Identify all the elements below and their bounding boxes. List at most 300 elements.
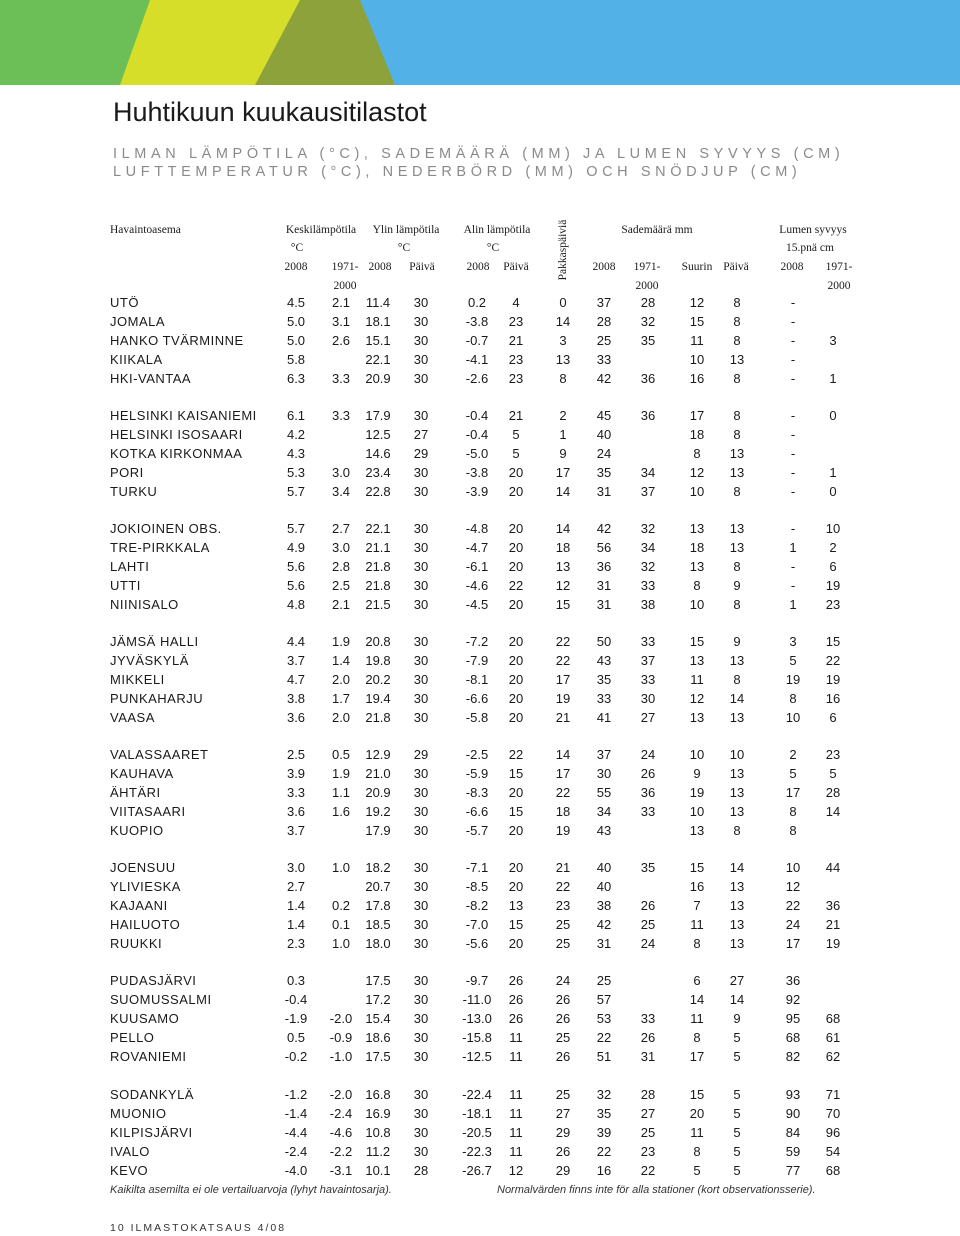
- header-snow-date: 15.pnä cm: [786, 242, 834, 254]
- cell-precip-normal: 36: [640, 785, 656, 800]
- cell-snow-normal: 71: [825, 1087, 841, 1102]
- cell-snow-2008: 82: [785, 1049, 801, 1064]
- cell-max-day: 30: [413, 1030, 429, 1045]
- cell-mean-2008: -2.4: [284, 1144, 308, 1159]
- cell-min-2008: -3.9: [465, 484, 489, 499]
- cell-snow-2008: 8: [789, 691, 797, 706]
- cell-precip-normal: 34: [640, 540, 656, 555]
- cell-min-day: 20: [508, 559, 524, 574]
- cell-max-day: 30: [413, 823, 429, 838]
- table-row: [0, 709, 960, 727]
- cell-max-day: 30: [413, 484, 429, 499]
- cell-max-day: 30: [413, 1125, 429, 1140]
- cell-min-2008: -7.2: [465, 634, 489, 649]
- header-year: 2008: [284, 261, 308, 273]
- cell-mean-2008: 4.7: [286, 672, 306, 687]
- station-name: VAASA: [110, 710, 155, 725]
- cell-precip-2008: 34: [596, 804, 612, 819]
- cell-snow-normal: 70: [825, 1106, 841, 1121]
- cell-min-day: 5: [512, 427, 520, 442]
- cell-precip-day: 14: [729, 691, 745, 706]
- cell-precip-largest: 15: [689, 1087, 705, 1102]
- cell-precip-largest: 7: [693, 898, 701, 913]
- cell-frost-days: 17: [555, 465, 571, 480]
- station-name: RUUKKI: [110, 936, 163, 951]
- cell-precip-largest: 19: [689, 785, 705, 800]
- table-row: [0, 1048, 960, 1066]
- cell-precip-2008: 25: [596, 973, 612, 988]
- header-unit-c: °C: [290, 242, 304, 254]
- cell-frost-days: 19: [555, 823, 571, 838]
- table-row: [0, 916, 960, 934]
- cell-max-day: 29: [413, 747, 429, 762]
- cell-snow-2008: 12: [785, 879, 801, 894]
- cell-precip-largest: 5: [693, 1163, 701, 1178]
- subtitle-finnish: ILMAN LÄMPÖTILA (°C), SADEMÄÄRÄ (MM) JA LUMEN SYVYYS (CM): [113, 146, 845, 162]
- header-day: Päivä: [723, 261, 749, 273]
- cell-min-2008: -8.1: [465, 672, 489, 687]
- header-snow: Lumen syvyys: [779, 224, 847, 236]
- cell-frost-days: 22: [555, 653, 571, 668]
- cell-frost-days: 24: [555, 973, 571, 988]
- cell-max-2008: 22.8: [365, 484, 391, 499]
- table-row: [0, 558, 960, 576]
- cell-precip-largest: 10: [689, 747, 705, 762]
- cell-precip-day: 13: [729, 936, 745, 951]
- cell-min-day: 20: [508, 540, 524, 555]
- cell-snow-normal: 6: [829, 559, 837, 574]
- cell-max-2008: 20.2: [365, 672, 391, 687]
- cell-min-2008: -4.6: [465, 578, 489, 593]
- cell-frost-days: 29: [555, 1125, 571, 1140]
- header-unit-c: °C: [486, 242, 500, 254]
- cell-max-2008: 20.9: [365, 785, 391, 800]
- cell-precip-day: 8: [733, 484, 741, 499]
- cell-precip-normal: 33: [640, 804, 656, 819]
- cell-snow-2008: 17: [785, 936, 801, 951]
- cell-snow-normal: 36: [825, 898, 841, 913]
- cell-precip-normal: 25: [640, 1125, 656, 1140]
- cell-min-2008: -22.3: [462, 1144, 492, 1159]
- cell-frost-days: 25: [555, 1087, 571, 1102]
- cell-snow-2008: -: [790, 521, 796, 536]
- header-largest: Suurin: [681, 261, 713, 273]
- cell-min-2008: -5.9: [465, 766, 489, 781]
- header-mean-temp: Keskilämpötila: [285, 224, 357, 236]
- cell-precip-normal: 26: [640, 1030, 656, 1045]
- station-name: MIKKELI: [110, 672, 165, 687]
- station-name: PUNKAHARJU: [110, 691, 204, 706]
- cell-precip-2008: 43: [596, 823, 612, 838]
- table-row: [0, 822, 960, 840]
- station-name: HKI-VANTAA: [110, 371, 192, 386]
- cell-max-2008: 17.9: [365, 408, 391, 423]
- cell-precip-day: 13: [729, 917, 745, 932]
- cell-snow-2008: 90: [785, 1106, 801, 1121]
- cell-frost-days: 3: [559, 333, 567, 348]
- cell-precip-2008: 40: [596, 879, 612, 894]
- cell-min-day: 20: [508, 879, 524, 894]
- cell-min-2008: -4.5: [465, 597, 489, 612]
- cell-max-2008: 21.5: [365, 597, 391, 612]
- cell-mean-2008: 4.5: [286, 295, 306, 310]
- cell-snow-2008: 8: [789, 804, 797, 819]
- cell-frost-days: 14: [555, 484, 571, 499]
- cell-max-day: 30: [413, 898, 429, 913]
- cell-mean-2008: 4.4: [286, 634, 306, 649]
- cell-snow-2008: 1: [789, 540, 797, 555]
- cell-precip-normal: 26: [640, 898, 656, 913]
- cell-precip-day: 13: [729, 521, 745, 536]
- cell-min-2008: 0.2: [467, 295, 487, 310]
- cell-snow-2008: 19: [785, 672, 801, 687]
- cell-mean-2008: 3.7: [286, 823, 306, 838]
- cell-precip-normal: 35: [640, 860, 656, 875]
- cell-max-day: 30: [413, 295, 429, 310]
- cell-max-2008: 16.9: [365, 1106, 391, 1121]
- cell-mean-2008: 4.8: [286, 597, 306, 612]
- cell-snow-2008: 5: [789, 766, 797, 781]
- cell-snow-normal: 6: [829, 710, 837, 725]
- cell-min-2008: -3.8: [465, 465, 489, 480]
- station-name: HAILUOTO: [110, 917, 181, 932]
- cell-max-2008: 19.2: [365, 804, 391, 819]
- cell-mean-normal: 2.5: [331, 578, 351, 593]
- cell-min-day: 20: [508, 860, 524, 875]
- cell-frost-days: 15: [555, 597, 571, 612]
- cell-max-2008: 18.1: [365, 314, 391, 329]
- cell-snow-normal: 10: [825, 521, 841, 536]
- cell-min-day: 20: [508, 710, 524, 725]
- cell-frost-days: 2: [559, 408, 567, 423]
- cell-precip-2008: 24: [596, 446, 612, 461]
- cell-min-day: 15: [508, 917, 524, 932]
- cell-precip-normal: 32: [640, 559, 656, 574]
- cell-precip-day: 13: [729, 898, 745, 913]
- station-name: KAUHAVA: [110, 766, 174, 781]
- header-min-temp: Alin lämpötila: [463, 224, 531, 236]
- station-name: JOMALA: [110, 314, 166, 329]
- cell-precip-normal: 32: [640, 521, 656, 536]
- cell-mean-normal: 1.9: [331, 634, 351, 649]
- cell-mean-normal: 1.0: [331, 936, 351, 951]
- cell-max-2008: 20.8: [365, 634, 391, 649]
- cell-min-day: 11: [509, 1049, 523, 1064]
- cell-min-day: 21: [508, 408, 524, 423]
- cell-frost-days: 14: [555, 521, 571, 536]
- cell-mean-normal: -2.0: [329, 1087, 353, 1102]
- cell-max-day: 29: [413, 446, 429, 461]
- cell-snow-normal: 15: [825, 634, 841, 649]
- cell-snow-2008: 36: [785, 973, 801, 988]
- cell-min-2008: -26.7: [462, 1163, 492, 1178]
- cell-max-day: 30: [413, 578, 429, 593]
- cell-frost-days: 29: [555, 1163, 571, 1178]
- cell-precip-2008: 50: [596, 634, 612, 649]
- cell-precip-normal: 31: [640, 1049, 656, 1064]
- cell-mean-2008: 5.3: [286, 465, 306, 480]
- cell-precip-day: 14: [729, 992, 745, 1007]
- cell-min-2008: -3.8: [465, 314, 489, 329]
- station-name: PELLO: [110, 1030, 155, 1045]
- cell-snow-2008: 93: [785, 1087, 801, 1102]
- cell-frost-days: 1: [559, 427, 567, 442]
- cell-min-2008: -20.5: [462, 1125, 492, 1140]
- footnote-swedish: Normalvärden finns inte för alla stationer (kort observationsserie).: [497, 1184, 816, 1196]
- cell-mean-normal: 2.1: [331, 597, 351, 612]
- cell-mean-2008: 5.0: [286, 314, 306, 329]
- cell-precip-largest: 13: [689, 823, 705, 838]
- cell-precip-largest: 10: [689, 804, 705, 819]
- cell-precip-2008: 36: [596, 559, 612, 574]
- table-row: [0, 596, 960, 614]
- cell-precip-2008: 42: [596, 521, 612, 536]
- cell-mean-2008: 3.6: [286, 710, 306, 725]
- cell-max-2008: 21.1: [365, 540, 391, 555]
- station-name: MUONIO: [110, 1106, 167, 1121]
- cell-max-day: 30: [413, 1106, 429, 1121]
- cell-precip-day: 8: [733, 371, 741, 386]
- table-row: [0, 332, 960, 350]
- cell-snow-normal: 19: [825, 936, 841, 951]
- station-name: TRE-PIRKKALA: [110, 540, 210, 555]
- cell-precip-day: 8: [733, 295, 741, 310]
- cell-snow-normal: 1: [829, 371, 837, 386]
- cell-snow-2008: -: [790, 578, 796, 593]
- cell-precip-day: 8: [733, 559, 741, 574]
- cell-mean-normal: -2.4: [329, 1106, 353, 1121]
- cell-precip-largest: 9: [693, 766, 701, 781]
- table-row: [0, 426, 960, 444]
- header-year: 2008: [368, 261, 392, 273]
- cell-precip-2008: 37: [596, 295, 612, 310]
- cell-max-2008: 18.5: [365, 917, 391, 932]
- cell-mean-2008: 1.4: [286, 898, 306, 913]
- cell-precip-2008: 31: [596, 578, 612, 593]
- cell-mean-normal: -4.6: [329, 1125, 353, 1140]
- cell-snow-2008: 5: [789, 653, 797, 668]
- cell-precip-2008: 40: [596, 427, 612, 442]
- cell-precip-2008: 35: [596, 1106, 612, 1121]
- cell-min-day: 4: [512, 295, 520, 310]
- cell-precip-largest: 15: [689, 634, 705, 649]
- station-name: HELSINKI KAISANIEMI: [110, 408, 257, 423]
- station-name: KILPISJÄRVI: [110, 1125, 193, 1140]
- table-row: [0, 539, 960, 557]
- cell-max-2008: 18.6: [365, 1030, 391, 1045]
- cell-max-day: 30: [413, 766, 429, 781]
- cell-mean-2008: -0.4: [284, 992, 308, 1007]
- cell-precip-largest: 11: [690, 1125, 704, 1140]
- cell-snow-2008: -: [790, 465, 796, 480]
- table-row: [0, 1029, 960, 1047]
- cell-precip-day: 9: [733, 578, 741, 593]
- station-name: KAJAANI: [110, 898, 168, 913]
- table-row: [0, 313, 960, 331]
- cell-min-2008: -8.2: [465, 898, 489, 913]
- header-year: 2000: [635, 280, 659, 292]
- cell-max-day: 30: [413, 314, 429, 329]
- cell-min-day: 15: [508, 766, 524, 781]
- table-row: [0, 351, 960, 369]
- cell-min-day: 12: [508, 1163, 524, 1178]
- cell-frost-days: 13: [555, 559, 571, 574]
- cell-mean-2008: -1.2: [284, 1087, 308, 1102]
- cell-precip-day: 13: [729, 785, 745, 800]
- cell-mean-2008: -4.0: [284, 1163, 308, 1178]
- cell-snow-2008: -: [790, 314, 796, 329]
- cell-snow-normal: 61: [825, 1030, 841, 1045]
- cell-precip-day: 5: [733, 1087, 741, 1102]
- cell-precip-normal: 30: [640, 691, 656, 706]
- cell-precip-largest: 12: [689, 691, 705, 706]
- cell-max-day: 30: [413, 408, 429, 423]
- cell-mean-2008: 5.7: [286, 521, 306, 536]
- station-name: JOKIOINEN OBS.: [110, 521, 222, 536]
- cell-mean-normal: -2.2: [329, 1144, 353, 1159]
- cell-max-day: 30: [413, 917, 429, 932]
- cell-max-2008: 17.9: [365, 823, 391, 838]
- cell-max-2008: 11.2: [365, 1144, 391, 1159]
- header-frost-days: Pakkaspäiviä: [557, 219, 569, 281]
- cell-precip-2008: 30: [596, 766, 612, 781]
- cell-frost-days: 17: [555, 766, 571, 781]
- cell-precip-largest: 16: [689, 371, 705, 386]
- cell-precip-normal: 23: [640, 1144, 656, 1159]
- cell-min-2008: -22.4: [462, 1087, 492, 1102]
- cell-frost-days: 18: [555, 804, 571, 819]
- station-name: KEVO: [110, 1163, 149, 1178]
- cell-mean-2008: 3.8: [286, 691, 306, 706]
- cell-snow-normal: 2: [829, 540, 837, 555]
- cell-snow-2008: -: [790, 295, 796, 310]
- cell-max-2008: 21.8: [365, 710, 391, 725]
- cell-mean-2008: 0.5: [286, 1030, 306, 1045]
- cell-precip-2008: 53: [596, 1011, 612, 1026]
- cell-max-2008: 20.7: [365, 879, 391, 894]
- header-year: 2008: [466, 261, 490, 273]
- cell-mean-normal: 2.7: [331, 521, 351, 536]
- cell-snow-normal: 96: [825, 1125, 841, 1140]
- cell-max-day: 30: [413, 710, 429, 725]
- cell-snow-normal: 0: [829, 484, 837, 499]
- cell-precip-2008: 45: [596, 408, 612, 423]
- cell-precip-largest: 10: [689, 352, 705, 367]
- cell-max-2008: 15.4: [365, 1011, 391, 1026]
- cell-precip-2008: 16: [596, 1163, 612, 1178]
- cell-snow-2008: 59: [785, 1144, 801, 1159]
- station-name: UTTI: [110, 578, 141, 593]
- cell-precip-2008: 42: [596, 917, 612, 932]
- cell-precip-normal: 34: [640, 465, 656, 480]
- cell-max-day: 30: [413, 559, 429, 574]
- cell-mean-normal: -2.0: [329, 1011, 353, 1026]
- cell-mean-2008: 1.4: [286, 917, 306, 932]
- cell-mean-normal: 1.6: [331, 804, 351, 819]
- cell-mean-2008: -1.4: [284, 1106, 308, 1121]
- cell-min-day: 20: [508, 823, 524, 838]
- header-year: 1971-: [633, 261, 661, 273]
- cell-precip-2008: 35: [596, 672, 612, 687]
- cell-frost-days: 13: [555, 352, 571, 367]
- cell-snow-normal: 14: [825, 804, 841, 819]
- cell-precip-day: 5: [733, 1106, 741, 1121]
- cell-precip-normal: 37: [640, 653, 656, 668]
- cell-min-2008: -2.5: [465, 747, 489, 762]
- cell-precip-2008: 31: [596, 597, 612, 612]
- table-row: [0, 407, 960, 425]
- cell-snow-normal: 28: [825, 785, 841, 800]
- cell-precip-normal: 32: [640, 314, 656, 329]
- cell-frost-days: 25: [555, 917, 571, 932]
- table-row: [0, 464, 960, 482]
- cell-snow-2008: 84: [785, 1125, 801, 1140]
- cell-precip-largest: 15: [689, 314, 705, 329]
- cell-max-2008: 11.4: [365, 295, 391, 310]
- cell-precip-2008: 55: [596, 785, 612, 800]
- cell-min-2008: -4.1: [465, 352, 489, 367]
- cell-snow-2008: 24: [785, 917, 801, 932]
- cell-precip-largest: 13: [689, 653, 705, 668]
- cell-precip-largest: 18: [689, 427, 705, 442]
- cell-min-day: 20: [508, 653, 524, 668]
- cell-snow-normal: 68: [825, 1011, 841, 1026]
- cell-min-day: 11: [509, 1087, 523, 1102]
- cell-precip-2008: 33: [596, 352, 612, 367]
- cell-min-day: 26: [508, 992, 524, 1007]
- cell-precip-day: 13: [729, 804, 745, 819]
- cell-min-day: 20: [508, 597, 524, 612]
- cell-precip-2008: 22: [596, 1030, 612, 1045]
- cell-max-day: 30: [413, 333, 429, 348]
- station-name: JOENSUU: [110, 860, 176, 875]
- cell-precip-day: 5: [733, 1163, 741, 1178]
- cell-snow-2008: -: [790, 371, 796, 386]
- cell-snow-normal: 22: [825, 653, 841, 668]
- cell-precip-2008: 25: [596, 333, 612, 348]
- cell-precip-day: 8: [733, 314, 741, 329]
- cell-min-2008: -0.4: [465, 408, 489, 423]
- cell-precip-normal: 27: [640, 710, 656, 725]
- cell-min-2008: -2.6: [465, 371, 489, 386]
- station-name: YLIVIESKA: [110, 879, 181, 894]
- cell-min-day: 20: [508, 691, 524, 706]
- cell-mean-2008: 5.6: [286, 578, 306, 593]
- cell-max-2008: 21.0: [365, 766, 391, 781]
- cell-mean-2008: 0.3: [286, 973, 306, 988]
- cell-mean-normal: 3.1: [331, 314, 351, 329]
- cell-precip-day: 5: [733, 1125, 741, 1140]
- cell-frost-days: 27: [555, 1106, 571, 1121]
- cell-max-2008: 15.1: [365, 333, 391, 348]
- cell-frost-days: 26: [555, 1011, 571, 1026]
- cell-min-2008: -0.4: [465, 427, 489, 442]
- station-name: JYVÄSKYLÄ: [110, 653, 189, 668]
- cell-min-day: 22: [508, 578, 524, 593]
- cell-snow-normal: 23: [825, 597, 841, 612]
- header-year: 2008: [592, 261, 616, 273]
- cell-mean-2008: 5.8: [286, 352, 306, 367]
- cell-snow-2008: 68: [785, 1030, 801, 1045]
- cell-max-day: 30: [413, 879, 429, 894]
- cell-snow-2008: -: [790, 408, 796, 423]
- cell-precip-largest: 10: [689, 484, 705, 499]
- cell-precip-2008: 28: [596, 314, 612, 329]
- cell-precip-largest: 16: [689, 879, 705, 894]
- table-row: [0, 746, 960, 764]
- cell-precip-largest: 8: [693, 1144, 701, 1159]
- cell-precip-2008: 42: [596, 371, 612, 386]
